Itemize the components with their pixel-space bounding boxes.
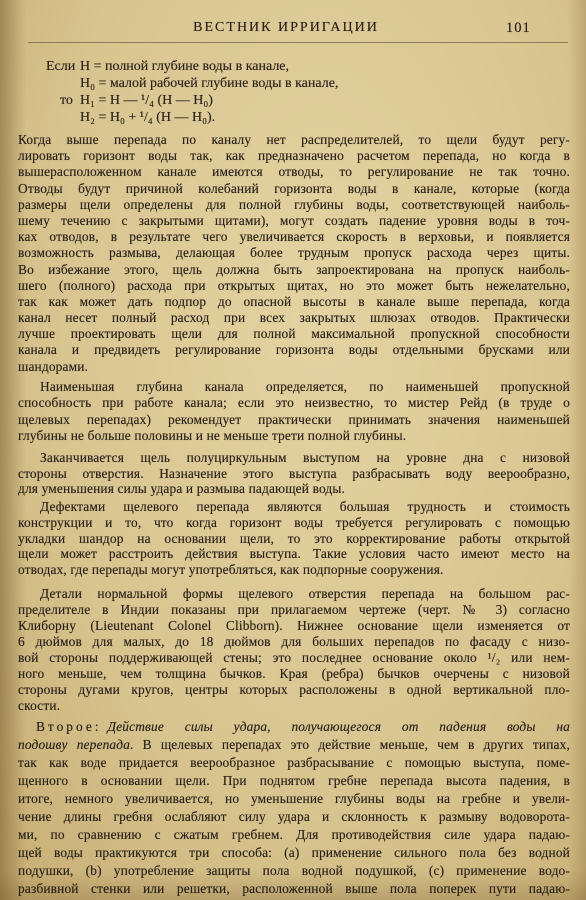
text-line bbox=[18, 736, 570, 754]
paragraph bbox=[18, 379, 570, 444]
text-line: стороны дугами кругов, центры которых расположены в одной вертикальной пло- bbox=[18, 682, 570, 697]
paragraph bbox=[18, 499, 570, 578]
journal-title: ВЕСТНИК ИРРИГАЦИИ bbox=[193, 20, 379, 35]
text-line: Детали нормальной формы щелевого отверстия перепада на большом рас- bbox=[40, 586, 570, 601]
text-line: Заканчивается щель полуциркульным выступом на уровне дна с низовой bbox=[40, 450, 570, 465]
formula-prefix: Если bbox=[46, 59, 76, 74]
text-line: разбивной стенки или решетки, расположенной выше пола поперек пути падаю- bbox=[18, 881, 570, 896]
formula-prefix: то bbox=[60, 93, 73, 108]
text-line: так как может дать подпор до опасной высоты в канале выше перепада, когда bbox=[18, 293, 570, 309]
text-line bbox=[18, 718, 570, 736]
formula-line bbox=[0, 92, 586, 109]
text-line: стороны отверстия. Назначение этого выступа разбрасывать воду веерообразно, bbox=[18, 465, 570, 481]
text-line: размеры щели определены для полной глубины воды, соответствующей наиболь- bbox=[18, 196, 570, 212]
text-line: щей воды практикуются три способа: (a) применение сильного пола без водной bbox=[18, 845, 570, 860]
text-line: канал несет полный расход при всех закрытых шлюзах отводов. Практически bbox=[18, 310, 570, 326]
italic-text: подошву перепада bbox=[18, 737, 131, 752]
text-line: способность при работе канала; если это неизвестно, то мистер Рейд (в труде о bbox=[18, 395, 570, 411]
text-line: Клиборну (Lieutenant Colonel Clibborn). Нижнее основание щели изменяется от bbox=[18, 618, 570, 633]
formula-expression: H = полной глубине воды в канале, bbox=[80, 59, 290, 74]
text-line: скости. bbox=[18, 698, 61, 713]
text-line: ного меньше, чем толщина бычков. Края (ребра) бычков очерчены с низовой bbox=[18, 666, 570, 681]
text-line: ках отводов, в результате чего увеличивается скорость в верховьи, и появляется bbox=[18, 229, 570, 245]
formula-line bbox=[0, 75, 586, 92]
text-line: конструкции и то, что когда горизонт воды требуется регулировать с помощью bbox=[18, 514, 570, 530]
text-line: глубины не больше половины и не меньше трети полной глубины. bbox=[18, 427, 407, 443]
text-line: шего (полного) расхода при открытых щитах, но это может быть нежелательно, bbox=[18, 277, 570, 293]
text-line: щенного в основании щели. При поднятом гребне перепада высота падения, в bbox=[18, 773, 570, 788]
text-line: итоге, немного увеличивается, но уменьшение глубины воды на гребне и увели- bbox=[18, 791, 570, 806]
formula-expression: H₀ = малой рабочей глубине воды в канале, bbox=[80, 76, 339, 91]
text-line: лировать горизонт воды так, как предназначено расчетом перепада, но когда в bbox=[18, 148, 570, 164]
text-line: шему течению с закрытыми щитами), могут создать падение уровня воды в точ- bbox=[18, 212, 570, 228]
text-line: Во избежание этого, щель должна быть запроектирована на пропуск наиболь- bbox=[18, 261, 570, 277]
text-line: щелевых перепадах) рекомендует практически принимать значения наименьшей bbox=[18, 411, 570, 427]
text-line: пределителе в Индии показаны при прилагаемом чертеже (черт. № 3) согласно bbox=[18, 602, 570, 617]
text-line: Дефектами щелевого перепада являются большая трудность и стоимость bbox=[40, 499, 570, 514]
paragraph bbox=[18, 586, 570, 714]
text-line: возможность размыва, делающая более трудным пропуск расхода через щиты. bbox=[18, 245, 570, 261]
formula-expression: H₁ = H — ¹/₄ (H — H₀) bbox=[80, 93, 213, 108]
text-line: для уменьшения силы удара и размыва падающей воды. bbox=[18, 481, 346, 496]
text-line: вой стороны поддерживающей стены; это последнее основание около ¹/₂ или нем- bbox=[18, 650, 570, 665]
formula-line bbox=[0, 109, 586, 126]
spaced-text: Второе: bbox=[36, 719, 102, 734]
formula-block bbox=[0, 58, 586, 128]
text-line: канала и предвидеть регулирование горизонта воды отдельными брусками или bbox=[18, 342, 570, 358]
paragraph bbox=[18, 718, 570, 898]
header-rule bbox=[28, 42, 568, 43]
text-line: шандорами. bbox=[18, 358, 89, 374]
text-line: Когда выше перепада по каналу нет распределителей, то щели будут регу- bbox=[18, 132, 570, 147]
text-line: щели может расстроить действия выступа. Такие условия часто имеют место на bbox=[18, 546, 570, 562]
text-line: так как воде придается веерообразное разбрасывание с помощью выступа, поме- bbox=[18, 755, 570, 770]
text-line: лучше проектировать щели для полной максимальной пропускной способности bbox=[18, 326, 570, 342]
text-line: чение длины гребня ослабляют силу удара и склонность к размыву водоворота- bbox=[18, 809, 570, 824]
text-line: Наименьшая глубина канала определяется, по наименьшей пропускной bbox=[40, 379, 570, 394]
page-number: 101 bbox=[506, 20, 531, 36]
formula-expression: H₂ = H₀ + ¹/₄ (H — H₀). bbox=[80, 110, 216, 125]
italic-text: Действие силы удара, получающегося от падения воды на bbox=[107, 719, 570, 734]
text-line: подушки, (b) употребление защиты пола водной подушкой, (c) применение водо- bbox=[18, 863, 570, 878]
text-segment: . В щелевых перепадах это действие меньше, чем в других типах, bbox=[130, 737, 570, 752]
text-line: ми, по сравнению с сжатым гребнем. Для противодействия силе удара падаю- bbox=[18, 827, 570, 842]
paragraph bbox=[18, 132, 570, 375]
formula-line bbox=[0, 58, 586, 75]
text-line: 6 дюймов для малых, до 18 дюймов для больших перепадов по фасаду с низо- bbox=[18, 634, 570, 649]
text-line: укладки шандор на основании щели, то это корректирование работы открытой bbox=[18, 530, 570, 546]
text-line: Отводы будут причиной колебаний горизонта воды в канале, которые (когда bbox=[18, 180, 570, 196]
paragraph bbox=[18, 450, 570, 497]
text-line: отводах, где перепады могут употребляться, как подпорные сооружения. bbox=[18, 562, 444, 578]
text-line: вышерасположенном канале имеются отводы, то регулирование не так точно. bbox=[18, 164, 570, 180]
